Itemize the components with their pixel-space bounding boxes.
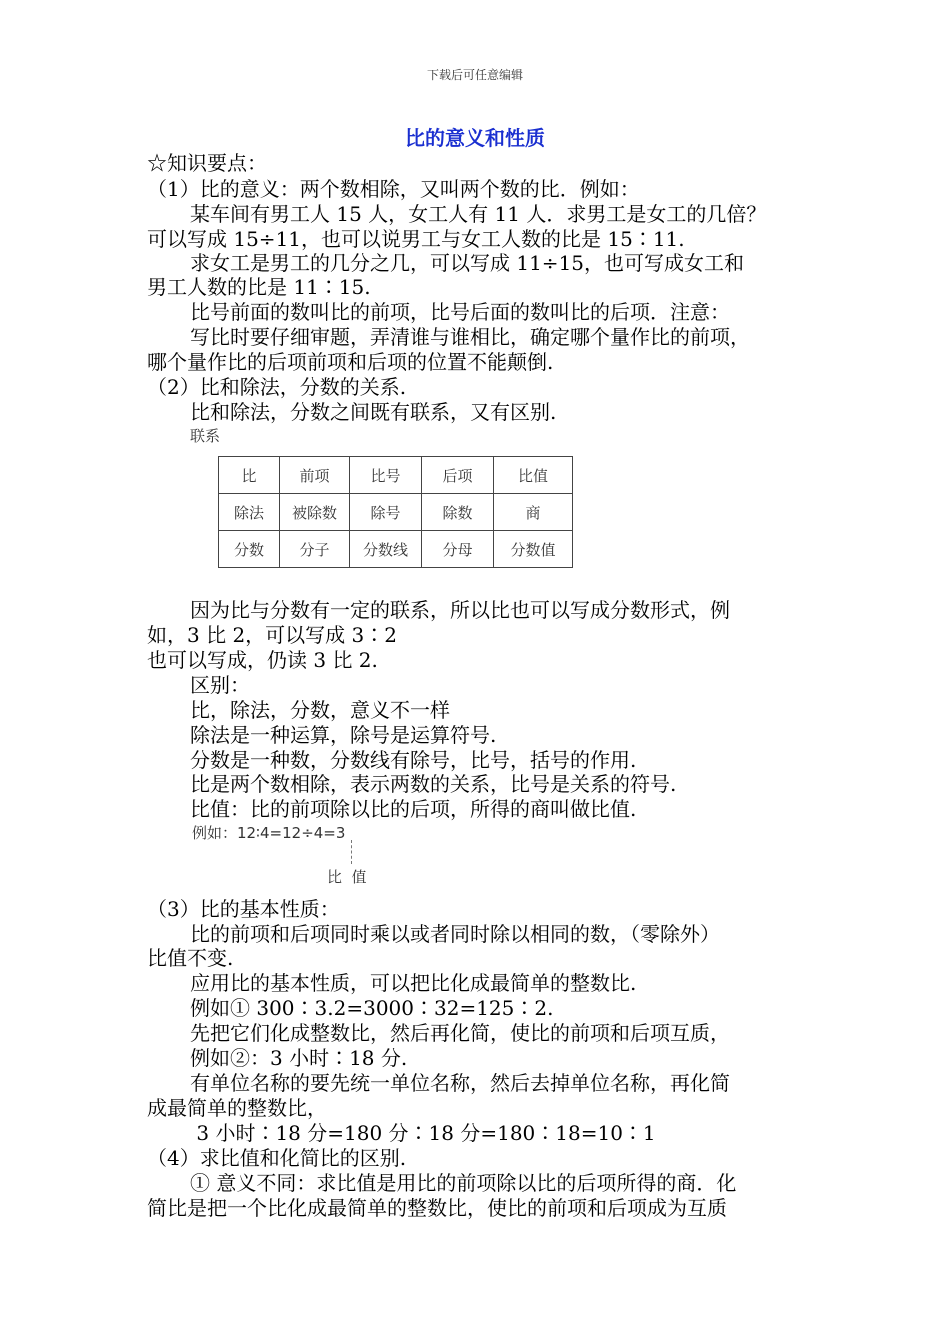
text-line: 例如②：3 小时∶18 分.: [190, 1046, 408, 1070]
text-line: 3 小时∶18 分=180 分∶18 分=180∶18=10∶1: [190, 1121, 656, 1145]
table-cell: 商: [494, 494, 573, 531]
text-line: 某车间有男工人 15 人，女工人有 11 人．求男工是女工的几倍？: [190, 202, 767, 226]
text-line: 比是两个数相除，表示两数的关系，比号是关系的符号.: [190, 772, 677, 796]
text-line: 男工人数的比是 11∶15.: [147, 275, 371, 299]
text-line: 也可以写成，仍读 3 比 2.: [147, 648, 378, 672]
example-ratio: 例如：12∶4=12÷4=3: [192, 824, 346, 842]
table-cell: 分数值: [494, 531, 573, 568]
ratio-value-pointer-line: [351, 840, 352, 864]
text-line: 成最简单的整数比，: [147, 1096, 327, 1120]
table-cell: 除法: [219, 494, 280, 531]
table-cell: 分数: [219, 531, 280, 568]
table-row: [219, 494, 573, 531]
page-header: 下载后可任意编辑: [426, 68, 523, 82]
text-line: 有单位名称的要先统一单位名称，然后去掉单位名称，再化简: [190, 1071, 730, 1095]
text-line: 区别：: [190, 673, 250, 697]
relation-table: [218, 456, 573, 568]
section-heading: （3）比的基本性质：: [147, 897, 340, 921]
table-cell: 分数线: [350, 531, 422, 568]
text-line: 比，除法，分数，意义不一样: [190, 698, 450, 722]
text-line: 因为比与分数有一定的联系，所以比也可以写成分数形式，例: [190, 598, 730, 622]
text-line: 先把它们化成整数比，然后再化简，使比的前项和后项互质，: [190, 1021, 730, 1045]
table-cell: 比号: [350, 457, 422, 494]
text-line: 求女工是男工的几分之几，可以写成 11÷15，也可写成女工和: [190, 251, 745, 275]
text-line: 如，3 比 2，可以写成 3∶2: [147, 623, 397, 647]
table-cell: 比值: [494, 457, 573, 494]
section-heading: （2）比和除法，分数的关系.: [147, 375, 407, 399]
table-cell: 后项: [422, 457, 494, 494]
table-cell: 分子: [280, 531, 350, 568]
text-line: 比号前面的数叫比的前项，比号后面的数叫比的后项．注意：: [190, 300, 730, 324]
text-line: 简比是把一个比化成最简单的整数比，使比的前项和后项成为互质: [147, 1196, 727, 1220]
text-line: 比的前项和后项同时乘以或者同时除以相同的数，（零除外）: [190, 922, 720, 946]
table-cell: 除数: [422, 494, 494, 531]
text-line: 比值不变.: [147, 946, 234, 970]
text-line: 分数是一种数，分数线有除号，比号，括号的作用.: [190, 748, 637, 772]
section-heading: （4）求比值和化简比的区别.: [147, 1146, 407, 1170]
page-title: 比的意义和性质: [405, 126, 545, 150]
text-line: 可以写成 15÷11，也可以说男工与女工人数的比是 15∶11.: [147, 227, 685, 251]
table-cell: 比: [219, 457, 280, 494]
table-row: [219, 457, 573, 494]
connection-label: 联系: [190, 427, 221, 445]
text-line: （1）比的意义：两个数相除，又叫两个数的比．例如：: [147, 177, 640, 201]
text-line: ① 意义不同：求比值是用比的前项除以比的后项所得的商．化: [190, 1171, 737, 1195]
ratio-value-label: 比 值: [327, 868, 367, 886]
knowledge-points-heading: ☆知识要点：: [147, 151, 267, 175]
text-line: 写比时要仔细审题，弄清谁与谁相比，确定哪个量作比的前项，: [190, 325, 750, 349]
table-cell: 被除数: [280, 494, 350, 531]
text-line: 应用比的基本性质，可以把比化成最简单的整数比.: [190, 971, 637, 995]
text-line: 除法是一种运算，除号是运算符号.: [190, 723, 497, 747]
text-line: 比值：比的前项除以比的后项，所得的商叫做比值.: [190, 797, 637, 821]
table-cell: 除号: [350, 494, 422, 531]
table-cell: 前项: [280, 457, 350, 494]
text-line: 比和除法，分数之间既有联系，又有区别.: [190, 400, 557, 424]
text-line: 例如① 300∶3.2=3000∶32=125∶2.: [190, 996, 554, 1020]
table-row: [219, 531, 573, 568]
text-line: 哪个量作比的后项前项和后项的位置不能颠倒.: [147, 350, 554, 374]
table-cell: 分母: [422, 531, 494, 568]
